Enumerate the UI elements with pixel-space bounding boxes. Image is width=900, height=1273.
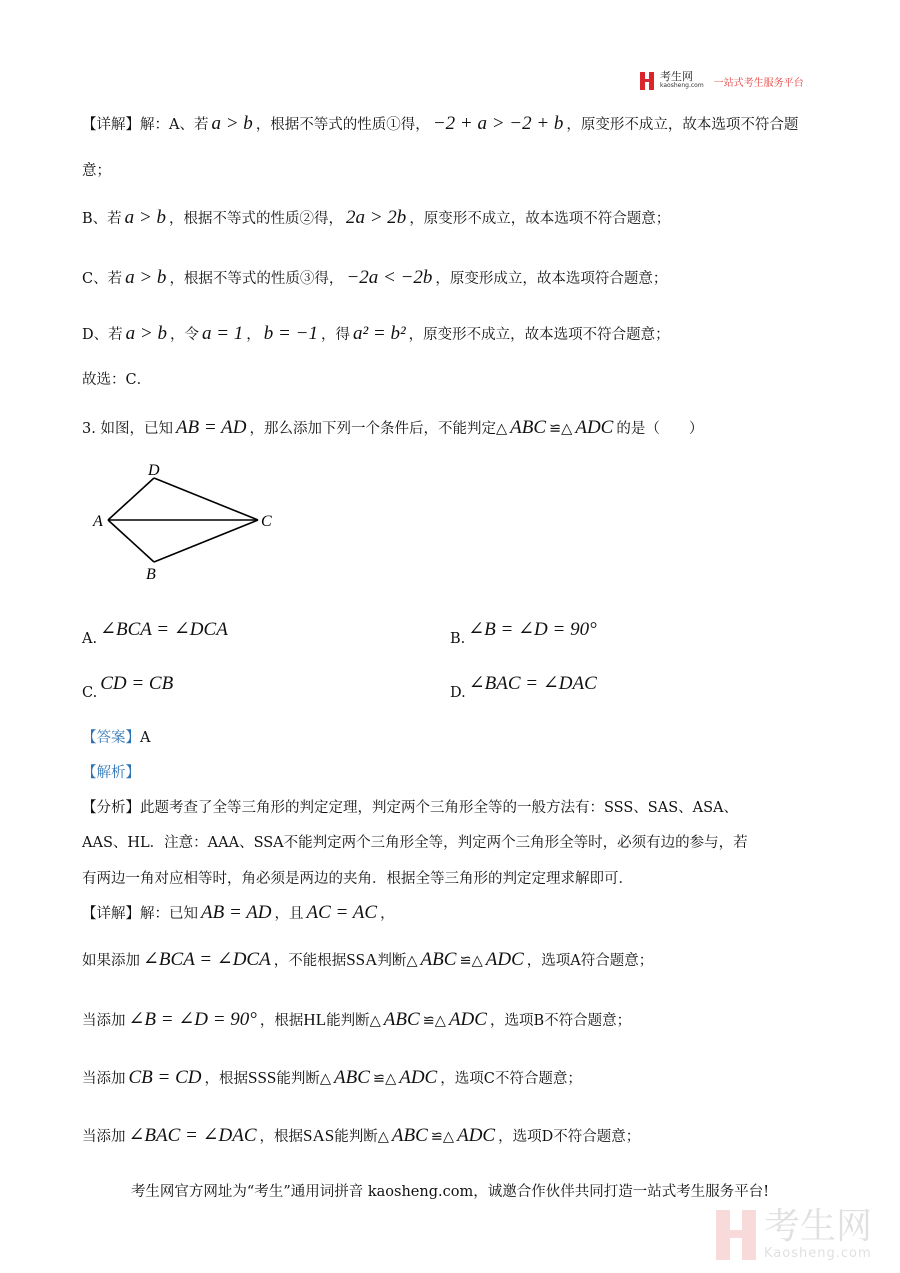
logo-en: kaosheng.com: [660, 82, 704, 89]
text-segment: 能判断△: [334, 1129, 389, 1145]
text-segment: ，根据: [204, 1071, 248, 1087]
math-expression: CB = CD: [128, 1067, 202, 1088]
text-line: [82, 867, 633, 891]
logo-cn: 考生网: [660, 70, 693, 83]
triangle-figure: [88, 458, 278, 583]
label-d: D: [148, 462, 160, 479]
label-c: C: [261, 513, 272, 530]
math-expression: 2a > 2b: [345, 207, 407, 228]
math-expression: ∠B = ∠D = 90°: [128, 1009, 257, 1030]
math-expression: AB = AD: [201, 902, 272, 923]
text-segment: ，不能根据: [273, 953, 347, 969]
math-expression: ABC: [334, 1067, 370, 1088]
text-line: [82, 1008, 631, 1033]
math-expression: ABC: [510, 417, 547, 438]
text-segment: ，根据不等式的性质①得，: [255, 117, 430, 133]
watermark-en: Kaosheng.com: [764, 1246, 872, 1261]
text-segment: 的是（ ）: [616, 421, 704, 437]
text-segment: ，选项A符合题意；: [526, 953, 654, 969]
text-segment: SSA: [346, 950, 378, 969]
text-segment: ，那么添加下列一个条件后，不能判定△: [249, 421, 508, 437]
text-line: [82, 206, 670, 231]
text-segment: 能判断△: [276, 1071, 332, 1087]
option-c: C. CD = CB: [82, 673, 174, 701]
text-segment: 能判断△: [326, 1013, 381, 1029]
text-segment: ，原变形不成立，故本选项不符合题: [566, 117, 799, 133]
text-segment: ≌△: [549, 421, 573, 437]
math-expression: a > b: [125, 267, 167, 288]
header-logo: [640, 72, 804, 90]
text-segment: 3. 如图，已知: [82, 421, 173, 437]
text-line: [82, 1124, 640, 1149]
text-segment: SSS: [248, 1068, 277, 1087]
text-segment: ，原变形成立，故本选项符合题意；: [435, 271, 668, 287]
text-segment: 【分析】此题考查了全等三角形的判定定理，判定两个三角形全等的一般方法有：SSS、SAS、ASA、: [82, 800, 739, 816]
math-expression: ADC: [448, 1009, 487, 1030]
watermark: [716, 1208, 872, 1261]
math-expression: ADC: [457, 1125, 496, 1146]
text-segment: ，得: [320, 327, 350, 343]
text-segment: ，原变形不成立，故本选项不符合题意；: [408, 327, 670, 343]
text-segment: ，原变形不成立，故本选项不符合题意；: [409, 211, 671, 227]
text-segment: 如果添加: [82, 953, 140, 969]
text-segment: A: [140, 730, 151, 746]
text-segment: ，: [246, 327, 261, 343]
text-segment: AAS、HL．注意：AAA、SSA不能判定两个三角形全等，判定两个三角形全等时，必须有边的参与，若: [82, 835, 748, 851]
text-line: [82, 266, 667, 291]
text-segment: 判断△: [377, 953, 418, 969]
logo-icon: [640, 72, 654, 90]
math-expression: a > b: [125, 323, 167, 344]
text-segment: D、若: [82, 327, 123, 343]
text-segment: ，且: [274, 906, 304, 922]
watermark-logo-icon: [716, 1210, 756, 1260]
text-segment: ，选项D不符合题意；: [498, 1129, 641, 1145]
option-b: B. ∠B = ∠D = 90°: [450, 619, 597, 647]
text-segment: 有两边一角对应相等时，角必须是两边的夹角．根据全等三角形的判定定理求解即可．: [82, 871, 633, 887]
text-segment: ≌△: [459, 953, 483, 969]
text-line: [82, 1066, 582, 1091]
math-expression: a > b: [211, 113, 253, 134]
text-line: [82, 796, 738, 820]
math-expression: AB = AD: [175, 417, 247, 438]
text-segment: ，根据: [259, 1013, 304, 1029]
text-segment: C、若: [82, 271, 123, 287]
text-line: [82, 368, 151, 392]
math-expression: a > b: [124, 207, 166, 228]
text-segment: ，选项C不符合题意；: [440, 1071, 582, 1087]
text-segment: B、若: [82, 211, 122, 227]
text-line: [82, 761, 140, 785]
footer-text: 考生网官方网址为“考生”通用词拼音 kaosheng.com，诚邀合作伙伴共同打造一站式考生服务平台!: [130, 1184, 770, 1200]
option-a: A. ∠BCA = ∠DCA: [82, 619, 228, 647]
math-expression: ABC: [383, 1009, 420, 1030]
text-line: [82, 901, 395, 926]
math-expression: b = −1: [263, 323, 318, 344]
text-segment: ，选项B不符合题意；: [489, 1013, 632, 1029]
math-expression: ABC: [391, 1125, 428, 1146]
text-line: [82, 416, 703, 441]
option-d: D. ∠BAC = ∠DAC: [450, 673, 597, 701]
text-segment: SAS: [303, 1126, 335, 1145]
text-line: [82, 112, 798, 137]
text-line: [82, 726, 150, 750]
text-segment: ≌△: [430, 1129, 455, 1145]
text-line: [82, 948, 653, 973]
text-segment: 【详解】解：已知: [82, 906, 198, 922]
text-segment: ，根据不等式的性质②得，: [168, 211, 343, 227]
text-segment: ，令: [169, 327, 199, 343]
text-segment: 意；: [82, 163, 111, 179]
text-segment: 当添加: [82, 1129, 126, 1145]
text-segment: HL: [303, 1010, 327, 1029]
text-segment: ≌△: [372, 1071, 397, 1087]
watermark-cn: 考生网: [764, 1206, 873, 1247]
text-segment: ，根据: [259, 1129, 304, 1145]
text-segment: 【解析】: [82, 765, 140, 781]
edge-dc: [154, 478, 258, 520]
math-expression: ADC: [399, 1067, 438, 1088]
edge-ab: [108, 520, 154, 562]
edge-ad: [108, 478, 154, 520]
math-expression: −2a < −2b: [346, 267, 433, 288]
text-segment: ，根据不等式的性质③得，: [169, 271, 344, 287]
text-segment: 故选：C．: [82, 372, 152, 388]
text-segment: ，: [380, 906, 395, 922]
text-line: [82, 159, 111, 183]
text-segment: 【详解】解：A、若: [82, 117, 209, 133]
text-line: [82, 831, 748, 855]
math-expression: a² = b²: [352, 323, 406, 344]
math-expression: ABC: [420, 949, 457, 970]
math-expression: ADC: [485, 949, 524, 970]
math-expression: ∠BAC = ∠DAC: [128, 1125, 257, 1146]
text-segment: 当添加: [82, 1071, 126, 1087]
math-expression: ∠BCA = ∠DCA: [143, 949, 271, 970]
math-expression: a = 1: [201, 323, 244, 344]
math-expression: AC = AC: [306, 902, 378, 923]
edge-bc: [154, 520, 258, 562]
text-line: [82, 322, 670, 347]
text-segment: ≌△: [422, 1013, 446, 1029]
label-a: A: [93, 513, 103, 530]
text-segment: 当添加: [82, 1013, 126, 1029]
math-expression: −2 + a > −2 + b: [432, 113, 564, 134]
text-segment: 【答案】: [82, 730, 140, 746]
math-expression: ADC: [575, 417, 614, 438]
slogan: 一站式考生服务平台: [713, 77, 804, 89]
label-b: B: [146, 566, 156, 583]
